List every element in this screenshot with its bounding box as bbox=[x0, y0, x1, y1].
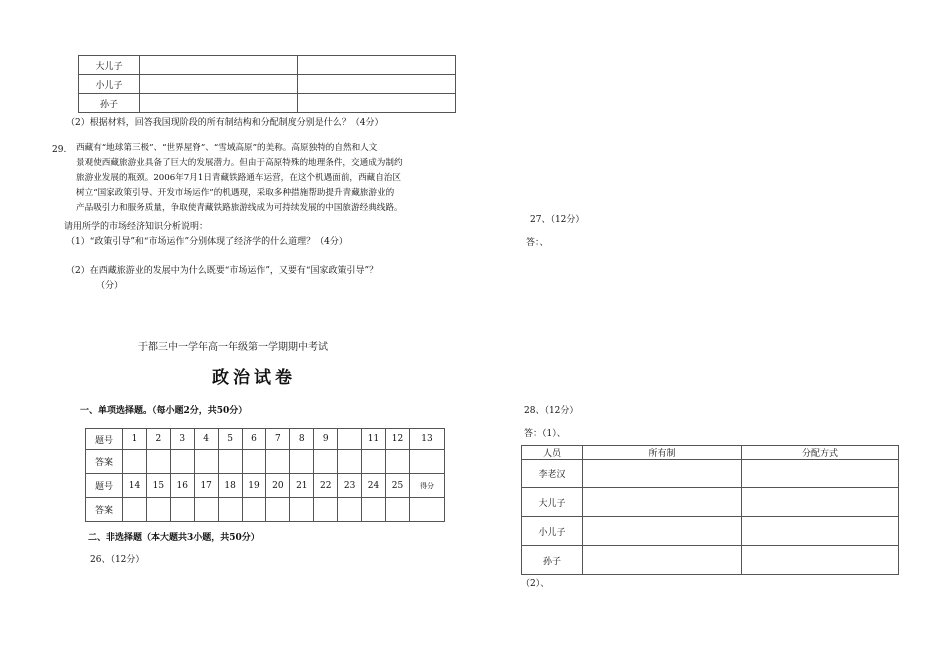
answer-cell[interactable] bbox=[170, 498, 194, 522]
table-row-label: 孙子 bbox=[79, 94, 140, 113]
row-label: 答案 bbox=[86, 450, 123, 474]
question-number: 24 bbox=[362, 474, 386, 498]
question-number: 6 bbox=[242, 429, 266, 450]
answer-cell[interactable] bbox=[218, 450, 242, 474]
answer-cell[interactable] bbox=[362, 498, 386, 522]
question-number: 1 bbox=[123, 429, 147, 450]
answer-cell[interactable] bbox=[385, 450, 409, 474]
ownership-cell[interactable] bbox=[583, 517, 742, 546]
answer-cell[interactable] bbox=[266, 450, 290, 474]
answer-cell[interactable] bbox=[123, 498, 147, 522]
answer-28-label: 28、（12分） bbox=[524, 406, 579, 416]
answer-cell[interactable] bbox=[314, 498, 338, 522]
distribution-cell[interactable] bbox=[298, 75, 456, 94]
answer-cell[interactable] bbox=[194, 450, 218, 474]
question-number: 3 bbox=[170, 429, 194, 450]
passage-line: 产品吸引力和服务质量，争取使青藏铁路旅游线成为可持续发展的中国旅游经典线路。 bbox=[76, 203, 403, 213]
answer-28-part1: 答：（1）、 bbox=[524, 429, 566, 439]
question-number: 9 bbox=[314, 429, 338, 450]
passage-line: 旅游业发展的瓶颈。2006年7月1日青藏铁路通车运营，在这个机遇面前，西藏自治区 bbox=[76, 173, 401, 183]
question-number: 11 bbox=[362, 429, 386, 450]
answer-cell[interactable] bbox=[123, 450, 147, 474]
question-number: 5 bbox=[218, 429, 242, 450]
question-number: 7 bbox=[266, 429, 290, 450]
distribution-cell[interactable] bbox=[298, 56, 456, 75]
question-number: 4 bbox=[194, 429, 218, 450]
distribution-cell[interactable] bbox=[742, 546, 899, 575]
answer-cell[interactable] bbox=[290, 450, 314, 474]
ownership-cell[interactable] bbox=[583, 460, 742, 488]
answer-cell[interactable] bbox=[410, 450, 445, 474]
paper-title: 政治试卷 bbox=[212, 368, 296, 388]
table-row-label: 李老汉 bbox=[522, 460, 583, 488]
answer-28-part2: （2）、 bbox=[521, 579, 550, 589]
answer-cell[interactable] bbox=[146, 498, 170, 522]
question-number: 21 bbox=[290, 474, 314, 498]
section-1-heading: 一、单项选择题。（每小题2分，共50分） bbox=[80, 406, 248, 416]
answer-cell[interactable] bbox=[218, 498, 242, 522]
top-ownership-table bbox=[78, 55, 456, 113]
header-ownership: 所有制 bbox=[583, 446, 742, 460]
distribution-cell[interactable] bbox=[742, 488, 899, 517]
question-29-number: 29. bbox=[52, 145, 67, 155]
table-row-label: 小儿子 bbox=[79, 75, 140, 94]
answer-cell[interactable] bbox=[146, 450, 170, 474]
ownership-cell[interactable] bbox=[583, 488, 742, 517]
question-number: 2 bbox=[146, 429, 170, 450]
answer-27-text: 答：、 bbox=[526, 238, 549, 248]
table-row-label: 大儿子 bbox=[79, 56, 140, 75]
answer-cell[interactable] bbox=[170, 450, 194, 474]
question-number: 15 bbox=[146, 474, 170, 498]
distribution-cell[interactable] bbox=[742, 460, 899, 488]
passage-line: 景观使西藏旅游业具备了巨大的发展潜力。但由于高原特殊的地理条件，交通成为制约 bbox=[76, 158, 403, 168]
header-distribution: 分配方式 bbox=[742, 446, 899, 460]
answer-cell[interactable] bbox=[242, 450, 266, 474]
question-number: 8 bbox=[290, 429, 314, 450]
question-number: 12 bbox=[385, 429, 409, 450]
question-number: 17 bbox=[194, 474, 218, 498]
answer-cell[interactable] bbox=[385, 498, 409, 522]
question-29-passage bbox=[76, 141, 454, 216]
school-title: 于都三中一学年高一年级第一学期期中考试 bbox=[138, 342, 328, 353]
answer-cell[interactable] bbox=[314, 450, 338, 474]
question-number: 22 bbox=[314, 474, 338, 498]
question-29-sub2-score: （分） bbox=[96, 281, 124, 291]
score-cell[interactable] bbox=[410, 498, 445, 522]
question-29-sub1: （1）“政策引导”和“市场运作”分别体现了经济学的什么道理？（4分） bbox=[66, 237, 348, 247]
row-label: 题号 bbox=[86, 474, 123, 498]
answer-27-label: 27、（12分） bbox=[530, 215, 585, 225]
ownership-cell[interactable] bbox=[140, 56, 298, 75]
question-26-label: 26、（12分） bbox=[90, 555, 145, 565]
question-number: 19 bbox=[242, 474, 266, 498]
passage-line: 树立“国家政策引导、开发市场运作”的机遇现，采取多种措施帮助提升青藏旅游业的 bbox=[76, 188, 395, 198]
answer-cell[interactable] bbox=[338, 450, 362, 474]
answer-cell[interactable] bbox=[362, 450, 386, 474]
answer-cell[interactable] bbox=[194, 498, 218, 522]
ownership-cell[interactable] bbox=[140, 94, 298, 113]
choice-answer-table bbox=[85, 428, 445, 522]
ownership-cell[interactable] bbox=[140, 75, 298, 94]
question-number: 14 bbox=[123, 474, 147, 498]
question-number: 13 bbox=[410, 429, 445, 450]
answer-cell[interactable] bbox=[338, 498, 362, 522]
answer-cell[interactable] bbox=[290, 498, 314, 522]
row-label: 题号 bbox=[86, 429, 123, 450]
answer-cell[interactable] bbox=[242, 498, 266, 522]
score-label: 得分 bbox=[410, 474, 445, 498]
table-row-label: 小儿子 bbox=[522, 517, 583, 546]
answer-cell[interactable] bbox=[266, 498, 290, 522]
passage-line: 西藏有“地球第三极”、“世界屋脊”、“雪域高原”的美称。高原独特的自然和人文 bbox=[76, 143, 378, 153]
section-2-heading: 二、非选择题（本大题共3小题，共50分） bbox=[88, 533, 260, 543]
table-row-label: 孙子 bbox=[522, 546, 583, 575]
question-29-prompt: 请用所学的市场经济知识分析说明： bbox=[64, 222, 209, 232]
question-number bbox=[338, 429, 362, 450]
ownership-cell[interactable] bbox=[583, 546, 742, 575]
answer-28-table bbox=[521, 445, 899, 575]
distribution-cell[interactable] bbox=[742, 517, 899, 546]
table-row-label: 大儿子 bbox=[522, 488, 583, 517]
question-number: 25 bbox=[385, 474, 409, 498]
distribution-cell[interactable] bbox=[298, 94, 456, 113]
question-number: 16 bbox=[170, 474, 194, 498]
header-person: 人员 bbox=[522, 446, 583, 460]
row-label: 答案 bbox=[86, 498, 123, 522]
question-number: 18 bbox=[218, 474, 242, 498]
question-number: 20 bbox=[266, 474, 290, 498]
question-29-sub2: （2）在西藏旅游业的发展中为什么既要“市场运作”，又要有“国家政策引导”？ bbox=[66, 266, 379, 276]
question-number: 23 bbox=[338, 474, 362, 498]
question-28-part2: （2）根据材料，回答我国现阶段的所有制结构和分配制度分别是什么？（4分） bbox=[66, 118, 384, 128]
